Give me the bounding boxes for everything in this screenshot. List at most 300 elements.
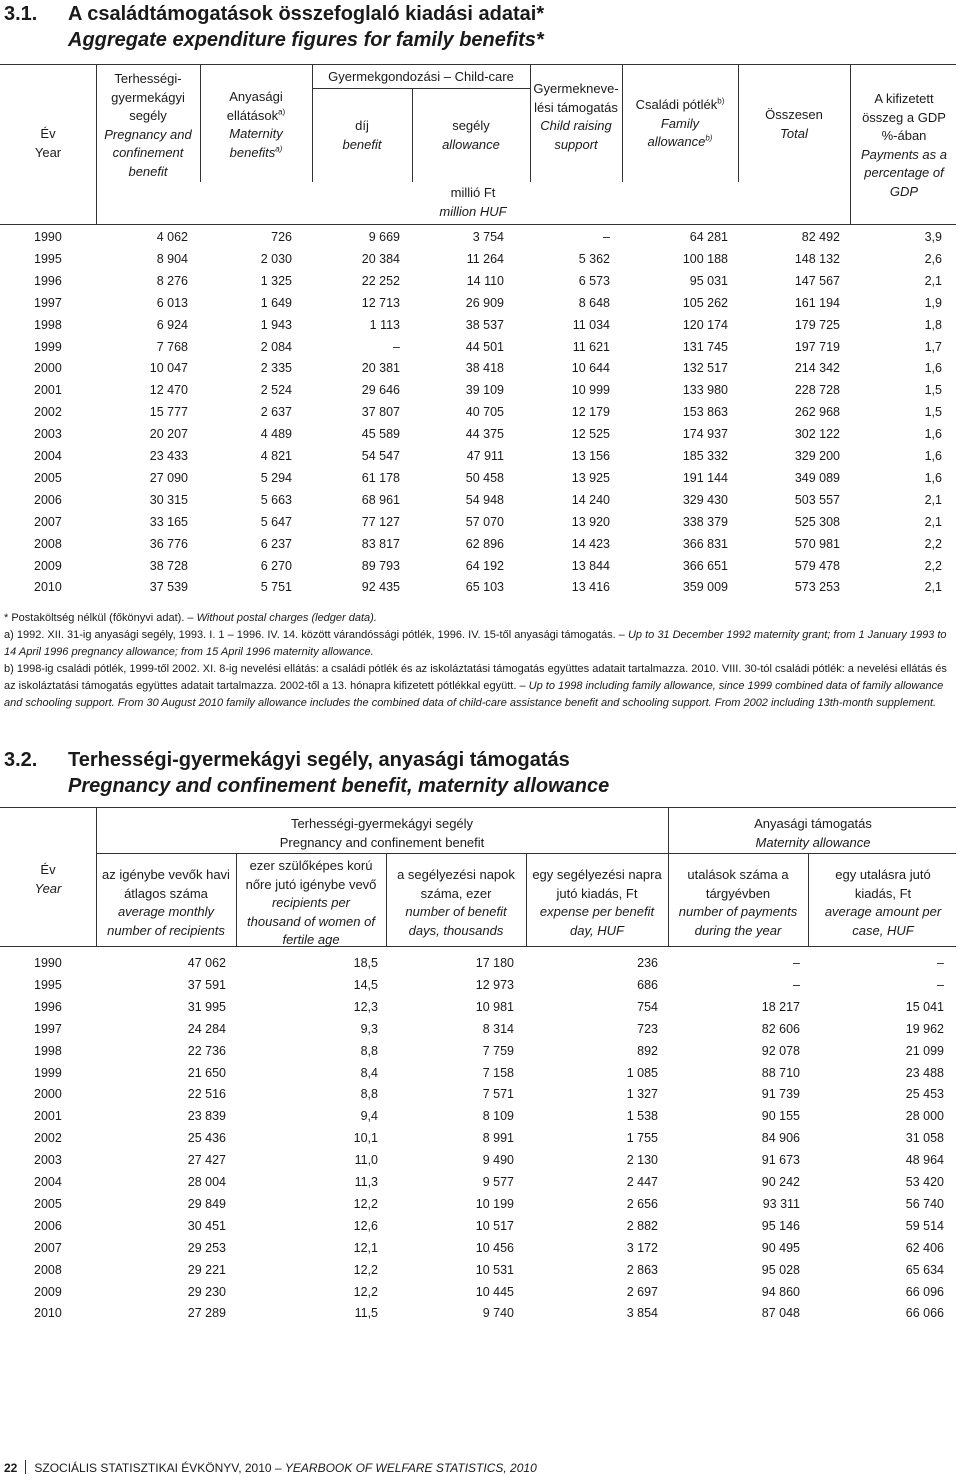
table-row xyxy=(0,226,960,248)
value-cell: 2 882 xyxy=(626,1218,658,1233)
value-cell: 9 490 xyxy=(482,1153,514,1168)
footer-title-en: YEARBOOK OF WELFARE STATISTICS, 2010 xyxy=(284,1461,537,1475)
table-top-rule xyxy=(0,64,956,65)
value-cell: 57 070 xyxy=(465,514,504,529)
value-cell: 148 132 xyxy=(794,251,840,266)
value-cell: 10 456 xyxy=(475,1240,514,1255)
value-cell: 28 004 xyxy=(187,1175,226,1189)
value-cell: 2 030 xyxy=(260,251,292,266)
table-row xyxy=(0,1281,960,1303)
value-cell: 1 538 xyxy=(626,1109,658,1124)
value-cell: 29 646 xyxy=(361,383,400,398)
value-cell: 11 264 xyxy=(466,251,504,266)
value-cell: 92 435 xyxy=(361,580,400,595)
value-cell: 1 113 xyxy=(369,317,400,332)
value-cell: 5 362 xyxy=(578,251,610,266)
col-maternity-header: Anyasági ellátások$^{a)}$ Maternity benefits$^{a)}$ xyxy=(226,89,286,160)
value-cell: 191 144 xyxy=(682,470,728,485)
value-cell: 20 384 xyxy=(361,251,400,266)
value-cell: 8 904 xyxy=(156,251,188,266)
value-cell: 20 381 xyxy=(361,361,400,376)
value-cell: 8 276 xyxy=(156,273,188,288)
year-cell: 1999 xyxy=(34,1065,62,1080)
value-cell: 33 165 xyxy=(149,514,188,529)
value-cell: 6 573 xyxy=(578,273,610,288)
value-cell: 88 710 xyxy=(761,1065,800,1080)
value-cell: 197 719 xyxy=(794,339,840,354)
value-cell: 27 289 xyxy=(187,1306,226,1321)
year-cell: 2010 xyxy=(34,580,62,595)
col-expense-per-day-header: egy segélyezési napra jutó kiadás, Ft expense per benefit day, HUF xyxy=(532,867,662,938)
value-cell: 4 489 xyxy=(260,427,292,442)
value-cell: 25 436 xyxy=(187,1131,226,1146)
value-cell: 366 651 xyxy=(682,558,728,573)
value-cell: 161 194 xyxy=(794,295,840,310)
value-cell: 12 470 xyxy=(149,383,188,398)
value-cell: 30 451 xyxy=(187,1218,226,1233)
value-cell: 147 567 xyxy=(794,273,840,288)
value-cell: 12,3 xyxy=(353,999,378,1014)
table-row xyxy=(0,996,960,1018)
value-cell: 84 906 xyxy=(761,1131,800,1146)
value-cell: 22 736 xyxy=(187,1043,226,1058)
value-cell: 47 911 xyxy=(466,449,504,463)
value-cell: 1 943 xyxy=(260,317,292,332)
table-row xyxy=(0,292,960,314)
year-cell: 2000 xyxy=(34,361,62,376)
value-cell: 10 644 xyxy=(571,361,610,376)
footnote-a: a) 1992. XII. 31-ig anyasági segély, 1993. I. 1 – 1996. IV. 14. között várandóssági pótlék, 1996. IV. 15-től anyasági támogatás. – Up to 31 December 1992 maternity grant; from 1 January 1993 to 14 April 1996 pregnancy allowance; from 15 April 1996 maternity allowance. xyxy=(4,629,947,658)
value-cell: 83 817 xyxy=(361,536,400,551)
value-cell: 214 342 xyxy=(794,361,840,376)
value-cell: 48 964 xyxy=(905,1153,944,1168)
value-cell: 3 172 xyxy=(626,1240,658,1255)
value-cell: 10 199 xyxy=(475,1196,514,1211)
value-cell: 4 821 xyxy=(260,449,292,463)
value-cell: 2,6 xyxy=(924,251,942,266)
year-cell: 1990 xyxy=(34,956,62,970)
table-row xyxy=(0,555,960,577)
value-cell: 349 089 xyxy=(794,470,840,485)
value-cell: 1,6 xyxy=(924,427,942,442)
value-cell: 23 433 xyxy=(149,449,188,463)
value-cell: 12,1 xyxy=(353,1240,378,1255)
value-cell: 228 728 xyxy=(794,383,840,398)
value-cell: 236 xyxy=(637,956,658,970)
value-cell: 44 375 xyxy=(465,427,504,442)
year-cell: 2003 xyxy=(34,1153,62,1168)
value-cell: 10 999 xyxy=(571,383,610,398)
value-cell: 27 427 xyxy=(187,1153,226,1168)
value-cell: 23 488 xyxy=(905,1065,944,1080)
value-cell: 61 178 xyxy=(361,470,400,485)
value-cell: 8 991 xyxy=(482,1131,514,1146)
value-cell: 37 539 xyxy=(149,580,188,595)
table-row xyxy=(0,401,960,423)
value-cell: 8,8 xyxy=(360,1087,378,1102)
table-row xyxy=(0,1127,960,1149)
value-cell: 1,6 xyxy=(924,449,942,463)
col-childcare-allowance-header: segély allowance xyxy=(442,118,500,152)
value-cell: 2 447 xyxy=(626,1175,658,1189)
value-cell: 14,5 xyxy=(353,977,378,992)
title-en: Aggregate expenditure figures for family benefits* xyxy=(68,29,544,51)
value-cell: 302 122 xyxy=(794,427,840,442)
value-cell: 87 048 xyxy=(761,1306,800,1321)
year-cell: 1996 xyxy=(34,273,62,288)
value-cell: 92 078 xyxy=(761,1043,800,1058)
value-cell: 54 948 xyxy=(465,492,504,507)
value-cell: 36 776 xyxy=(149,536,188,551)
value-cell: 366 831 xyxy=(682,536,728,551)
value-cell: 5 663 xyxy=(260,492,292,507)
year-cell: 1999 xyxy=(34,339,62,354)
value-cell: – xyxy=(603,230,610,244)
value-cell: 2 697 xyxy=(626,1284,658,1299)
value-cell: 11 621 xyxy=(572,339,610,354)
table-row xyxy=(0,357,960,379)
year-cell: 2001 xyxy=(34,383,62,398)
col-avg-recipients-header: az igénybe vevők havi átlagos száma average monthly number of recipients xyxy=(102,867,230,938)
value-cell: 525 308 xyxy=(794,514,840,529)
value-cell: 7 571 xyxy=(482,1087,514,1102)
value-cell: 59 514 xyxy=(905,1218,944,1233)
value-cell: 2,2 xyxy=(924,558,942,573)
value-cell: 6 270 xyxy=(260,558,292,573)
value-cell: 1,5 xyxy=(924,383,942,398)
value-cell: 6 924 xyxy=(156,317,188,332)
value-cell: 13 844 xyxy=(571,558,610,573)
value-cell: 1,6 xyxy=(924,470,942,485)
year-cell: 2009 xyxy=(34,558,62,573)
footer-title-hu: SZOCIÁLIS STATISZTIKAI ÉVKÖNYV, 2010 xyxy=(34,1461,272,1475)
col-family-allowance-header: Családi pótlék$^{b)}$ Family allowance$^{b)}$ xyxy=(635,96,725,149)
value-cell: 9 669 xyxy=(368,230,400,244)
value-cell: 185 332 xyxy=(682,449,728,463)
value-cell: 10 981 xyxy=(475,999,514,1014)
value-cell: 2 130 xyxy=(626,1153,658,1168)
value-cell: 2,1 xyxy=(924,514,942,529)
value-cell: 29 230 xyxy=(187,1284,226,1299)
value-cell: 2 637 xyxy=(260,405,292,420)
table-row xyxy=(0,1105,960,1127)
value-cell: 7 158 xyxy=(482,1065,514,1080)
value-cell: 105 262 xyxy=(682,295,728,310)
value-cell: 14 423 xyxy=(571,536,610,551)
value-cell: 12 973 xyxy=(475,977,514,992)
value-cell: 65 634 xyxy=(905,1262,944,1277)
value-cell: 359 009 xyxy=(682,580,728,595)
value-cell: 1,9 xyxy=(924,295,942,310)
value-cell: – xyxy=(793,977,800,992)
value-cell: 95 031 xyxy=(689,273,728,288)
year-cell: 2004 xyxy=(34,449,62,463)
table-row xyxy=(0,379,960,401)
year-cell: 2002 xyxy=(34,405,62,420)
value-cell: 50 458 xyxy=(465,470,504,485)
value-cell: 62 896 xyxy=(465,536,504,551)
value-cell: 38 537 xyxy=(465,317,504,332)
value-cell: – xyxy=(937,977,944,992)
year-cell: 2010 xyxy=(34,1306,62,1321)
section-number: 3.1. xyxy=(4,3,38,25)
value-cell: 9 740 xyxy=(482,1306,514,1321)
value-cell: 12,2 xyxy=(353,1284,378,1299)
value-cell: 40 705 xyxy=(465,405,504,420)
value-cell: 726 xyxy=(271,230,292,244)
value-cell: 31 995 xyxy=(187,999,226,1014)
value-cell: 10 445 xyxy=(475,1284,514,1299)
value-cell: 6 013 xyxy=(156,295,188,310)
year-cell: 2005 xyxy=(34,1196,62,1211)
value-cell: – xyxy=(937,956,944,970)
value-cell: 329 200 xyxy=(794,449,840,463)
unit-label: millió Ft million HUF xyxy=(439,185,507,219)
year-cell: 2002 xyxy=(34,1131,62,1146)
table-row xyxy=(0,445,960,467)
col-total-header: Összesen Total xyxy=(765,107,823,141)
value-cell: 29 221 xyxy=(187,1262,226,1277)
childcare-group-rule xyxy=(312,88,530,89)
value-cell: 53 420 xyxy=(905,1175,944,1189)
year-cell: 1997 xyxy=(34,1021,62,1036)
value-cell: 179 725 xyxy=(794,317,840,332)
table-row xyxy=(0,314,960,336)
value-cell: 13 156 xyxy=(571,449,610,463)
year-cell: 1995 xyxy=(34,977,62,992)
value-cell: 27 090 xyxy=(149,470,188,485)
value-cell: 15 777 xyxy=(149,405,188,420)
year-cell: 2000 xyxy=(34,1087,62,1102)
value-cell: 82 606 xyxy=(761,1021,800,1036)
value-cell: 12,2 xyxy=(353,1196,378,1211)
value-cell: 5 751 xyxy=(260,580,292,595)
value-cell: 262 968 xyxy=(794,405,840,420)
footnote-b: b) 1998-ig családi pótlék, 1999-től 2002. XI. 8-ig nevelési ellátás: a családi pótlék és az iskoláztatási támogatás együttes adatait tartalmazza. 2010. VIII. 30-tól családi pótlék: a nevelési ellátás és az iskoláztatási támogatás együttes adatait tartalmazza. 2002-től a 13. hónapra kifizetett pótlékkal együtt. – Up to 1998 including family allowance, since 1999 combined data of family allowance and schooling support. From 30 August 2010 family allowance includes the combined data of child-care assistance benefit and schooling support. From 2002 including 13th-month supplement. xyxy=(4,663,947,709)
value-cell: 91 673 xyxy=(761,1153,800,1168)
year-cell: 1998 xyxy=(34,317,62,332)
value-cell: 94 860 xyxy=(761,1284,800,1299)
value-cell: 1 755 xyxy=(626,1131,658,1146)
section-number: 3.2. xyxy=(4,749,38,771)
year-cell: 2009 xyxy=(34,1284,62,1299)
value-cell: 68 961 xyxy=(361,492,400,507)
value-cell: 10,1 xyxy=(353,1131,378,1146)
group-pregnancy-header: Terhességi-gyermekágyi segély Pregnancy and confinement benefit xyxy=(279,816,485,850)
value-cell: 45 589 xyxy=(361,427,400,442)
title-hu: Terhességi-gyermekágyi segély, anyasági támogatás xyxy=(68,749,570,771)
year-cell: 2007 xyxy=(34,1240,62,1255)
table-row xyxy=(0,576,960,598)
value-cell: 44 501 xyxy=(465,339,504,354)
table-row xyxy=(0,1193,960,1215)
value-cell: 3 754 xyxy=(472,230,504,244)
year-cell: 2003 xyxy=(34,427,62,442)
value-cell: 37 591 xyxy=(187,977,226,992)
value-cell: 64 192 xyxy=(465,558,504,573)
table-row xyxy=(0,1259,960,1281)
value-cell: 5 647 xyxy=(260,514,292,529)
table-row xyxy=(0,489,960,511)
table-row xyxy=(0,1237,960,1259)
year-cell: 1996 xyxy=(34,999,62,1014)
value-cell: 12 179 xyxy=(571,405,610,420)
value-cell: 66 066 xyxy=(905,1306,944,1321)
col-childcare-fee-header: díj benefit xyxy=(342,118,382,152)
value-cell: 131 745 xyxy=(682,339,728,354)
value-cell: 26 909 xyxy=(465,295,504,310)
value-cell: 7 759 xyxy=(482,1043,514,1058)
value-cell: 12,6 xyxy=(353,1218,378,1233)
year-cell: 1997 xyxy=(34,295,62,310)
year-cell: 1995 xyxy=(34,251,62,266)
col-child-raising-header: Gyermekneve- lési támogatás Child raising support xyxy=(533,81,619,152)
value-cell: 14 110 xyxy=(466,273,504,288)
value-cell: 723 xyxy=(637,1021,658,1036)
col-payments-count-header: utalások száma a tárgyévben number of payments during the year xyxy=(678,867,798,938)
value-cell: 3 854 xyxy=(626,1306,658,1321)
year-cell: 2001 xyxy=(34,1109,62,1124)
value-cell: – xyxy=(793,956,800,970)
title-en: Pregnancy and confinement benefit, maternity allowance xyxy=(68,775,610,797)
value-cell: 28 000 xyxy=(905,1109,944,1124)
value-cell: 1 085 xyxy=(626,1065,658,1080)
table-row xyxy=(0,1215,960,1237)
value-cell: 19 962 xyxy=(905,1021,944,1036)
year-cell: 2008 xyxy=(34,536,62,551)
value-cell: 1,8 xyxy=(924,317,942,332)
value-cell: 7 768 xyxy=(156,339,188,354)
value-cell: 1,7 xyxy=(924,339,942,354)
value-cell: 90 495 xyxy=(761,1240,800,1255)
value-cell: 37 807 xyxy=(361,405,400,420)
page-number: 22 xyxy=(4,1461,18,1475)
value-cell: 62 406 xyxy=(905,1240,944,1255)
value-cell: 91 739 xyxy=(761,1087,800,1102)
value-cell: 22 516 xyxy=(187,1087,226,1102)
value-cell: 93 311 xyxy=(762,1196,800,1211)
table-row xyxy=(0,423,960,445)
value-cell: 1,5 xyxy=(924,405,942,420)
col-benefit-days-header: a segélyezési napok száma, ezer number of benefit days, thousands xyxy=(397,867,515,938)
table-header-rule xyxy=(0,946,956,947)
value-cell: 2,2 xyxy=(924,536,942,551)
value-cell: 9,4 xyxy=(360,1109,378,1124)
value-cell: 77 127 xyxy=(361,514,400,529)
value-cell: 29 253 xyxy=(187,1240,226,1255)
value-cell: 892 xyxy=(637,1043,658,1058)
col-amount-per-case-header: egy utalásra jutó kiadás, Ft average amount per case, HUF xyxy=(824,867,942,938)
value-cell: 13 925 xyxy=(571,470,610,485)
value-cell: 120 174 xyxy=(682,317,728,332)
year-cell: 2006 xyxy=(34,492,62,507)
value-cell: 6 237 xyxy=(260,536,292,551)
table-row xyxy=(0,1149,960,1171)
value-cell: 132 517 xyxy=(682,361,728,376)
value-cell: 31 058 xyxy=(905,1131,944,1146)
table-row xyxy=(0,511,960,533)
value-cell: 8,4 xyxy=(360,1065,378,1080)
year-cell: 2006 xyxy=(34,1218,62,1233)
year-cell: 1990 xyxy=(34,230,62,244)
year-cell: 2007 xyxy=(34,514,62,529)
value-cell: 54 547 xyxy=(361,449,400,463)
value-cell: 9 577 xyxy=(482,1175,514,1189)
year-cell: 2008 xyxy=(34,1262,62,1277)
table-top-rule xyxy=(0,807,956,808)
value-cell: 18,5 xyxy=(353,956,378,970)
table-row xyxy=(0,1062,960,1084)
value-cell: 11,5 xyxy=(354,1306,378,1321)
value-cell: 89 793 xyxy=(361,558,400,573)
value-cell: 2,1 xyxy=(924,273,942,288)
value-cell: 95 028 xyxy=(761,1262,800,1277)
value-cell: 1 649 xyxy=(260,295,292,310)
footnotes-3-1 xyxy=(4,610,956,712)
value-cell: 8 648 xyxy=(578,295,610,310)
table-row xyxy=(0,248,960,270)
value-cell: 24 284 xyxy=(187,1021,226,1036)
value-cell: 23 839 xyxy=(187,1109,226,1124)
value-cell: 11 034 xyxy=(572,317,610,332)
value-cell: 64 281 xyxy=(689,230,728,244)
col-year-header: Év Year xyxy=(34,126,62,160)
value-cell: 29 849 xyxy=(187,1196,226,1211)
table-row xyxy=(0,974,960,996)
value-cell: 20 207 xyxy=(149,427,188,442)
value-cell: 39 109 xyxy=(465,383,504,398)
value-cell: 21 099 xyxy=(905,1043,944,1058)
col-year-header: Év Year xyxy=(34,862,62,896)
value-cell: 1 327 xyxy=(626,1087,658,1102)
value-cell: 38 418 xyxy=(465,361,504,376)
value-cell: 11,0 xyxy=(354,1153,378,1168)
value-cell: 9,3 xyxy=(360,1021,378,1036)
value-cell: 90 155 xyxy=(761,1109,800,1124)
value-cell: 66 096 xyxy=(905,1284,944,1299)
group-maternity-header: Anyasági támogatás Maternity allowance xyxy=(754,816,872,850)
value-cell: 10 531 xyxy=(475,1262,514,1277)
value-cell: 10 047 xyxy=(149,361,188,376)
value-cell: 90 242 xyxy=(761,1175,800,1189)
value-cell: – xyxy=(393,339,400,354)
value-cell: 1,6 xyxy=(924,361,942,376)
value-cell: 12 713 xyxy=(361,295,400,310)
table-row xyxy=(0,467,960,489)
value-cell: 8 109 xyxy=(482,1109,514,1124)
value-cell: 2,1 xyxy=(924,580,942,595)
value-cell: 1 325 xyxy=(260,273,292,288)
year-cell: 2005 xyxy=(34,470,62,485)
footnote-star: * Postaköltség nélkül (főkönyvi adat). – Without postal charges (ledger data). xyxy=(4,612,377,624)
value-cell: 17 180 xyxy=(475,956,514,970)
value-cell: 56 740 xyxy=(905,1196,944,1211)
table-row xyxy=(0,1171,960,1193)
value-cell: 686 xyxy=(637,977,658,992)
value-cell: 2 524 xyxy=(260,383,292,398)
value-cell: 30 315 xyxy=(149,492,188,507)
value-cell: 133 980 xyxy=(682,383,728,398)
value-cell: 15 041 xyxy=(905,999,944,1014)
value-cell: 3,9 xyxy=(924,230,942,244)
table-row xyxy=(0,1083,960,1105)
value-cell: 153 863 xyxy=(682,405,728,420)
value-cell: 13 416 xyxy=(571,580,610,595)
value-cell: 38 728 xyxy=(149,558,188,573)
value-cell: 2 656 xyxy=(626,1196,658,1211)
value-cell: 4 062 xyxy=(156,230,188,244)
footer-separator xyxy=(25,1460,26,1474)
